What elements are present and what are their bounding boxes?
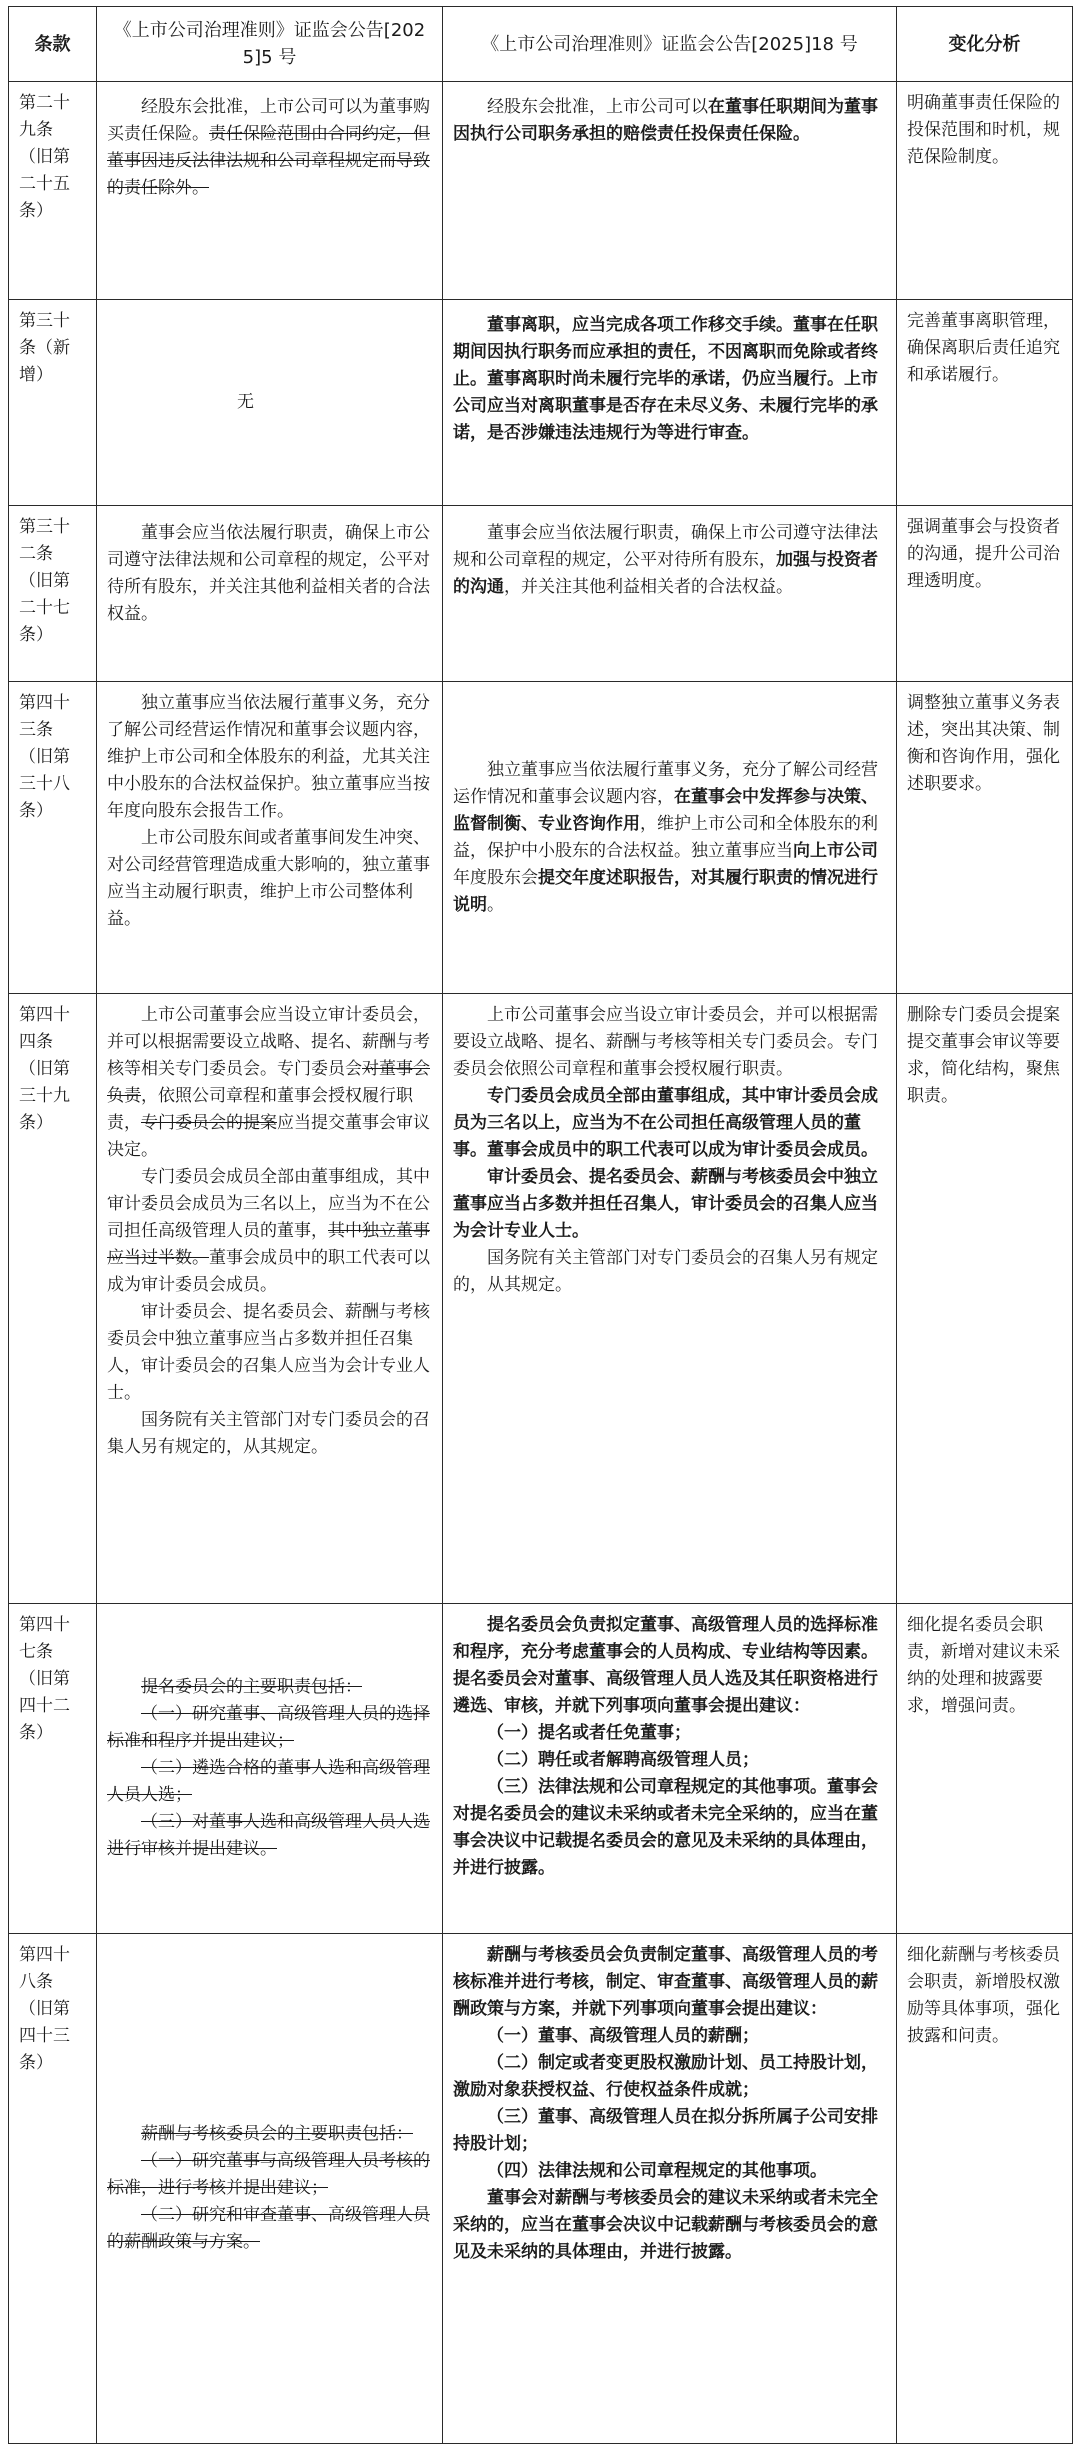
new-text: 经股东会批准，上市公司可以	[487, 97, 708, 117]
old-text: 专门委员会成员全部由董事组成，其中审计委员会成员为三名以上，应当为不在公司担任高级管理人员的董事，	[107, 1167, 430, 1241]
table-row	[9, 1934, 1073, 2444]
new-text: 国务院有关主管部门对专门委员会的召集人另有规定的，从其规定。	[453, 1248, 878, 1295]
new-text: 独立董事应当依法履行董事义务，充分了解公司经营运作情况和董事会议题内容，	[453, 759, 878, 807]
comparison-table	[8, 6, 1073, 2444]
header-old-rule: 《上市公司治理准则》证监会公告[2025]5 号	[97, 7, 443, 82]
added-text: （三）董事、高级管理人员在拟分拆所属子公司安排持股计划；	[453, 2107, 878, 2154]
header-analysis: 变化分析	[897, 7, 1073, 82]
old-text: 董事会成员中的职工代表可以成为审计委员会成员。	[107, 1248, 430, 1295]
analysis-cell: 细化薪酬与考核委员会职责，新增股权激励等具体事项，强化披露和问责。	[897, 1934, 1073, 2444]
new-text: 上市公司董事会应当设立审计委员会，并可以根据需要设立战略、提名、薪酬与考核等相关专门委员会。专门委员会依照公司章程和董事会授权履行职责。	[453, 1005, 878, 1079]
clause-cell: 第四十三条（旧第三十八条）	[9, 682, 97, 994]
old-text: 上市公司股东间或者董事间发生冲突、对公司经营管理造成重大影响的，独立董事应当主动履行职责，维护上市公司整体利益。	[107, 828, 430, 929]
added-text: （二）聘任或者解聘高级管理人员；	[487, 1750, 759, 1770]
table-row	[9, 682, 1073, 994]
old-text-cell	[97, 682, 443, 994]
old-text-cell	[97, 994, 443, 1604]
added-text: 加强与投资者的沟通	[453, 550, 878, 597]
analysis-cell: 完善董事离职管理，确保离职后责任追究和承诺履行。	[897, 300, 1073, 506]
added-text: 审计委员会、提名委员会、薪酬与考核委员会中独立董事应当占多数并担任召集人，审计委员会的召集人应当为会计专业人士。	[453, 1167, 878, 1241]
old-text: 经股东会批准，上市公司可以为董事购买责任保险。	[107, 97, 430, 144]
old-text: 审计委员会、提名委员会、薪酬与考核委员会中独立董事应当占多数并担任召集人，审计委员会的召集人应当为会计专业人士。	[107, 1302, 430, 1403]
old-text: ，依照公司章程和董事会授权履行职责，	[107, 1086, 413, 1133]
new-text-cell	[443, 506, 897, 682]
old-text: 独立董事应当依法履行董事义务，充分了解公司经营运作情况和董事会议题内容，维护上市公司和全体股东的利益，尤其关注中小股东的合法权益保护。独立董事应当按年度向股东会报告工作。	[107, 693, 430, 821]
new-text: ，维护上市公司和全体股东的利益，保护中小股东的合法权益。独立董事应当	[453, 813, 878, 861]
analysis-cell: 明确董事责任保险的投保范围和时机，规范保险制度。	[897, 82, 1073, 300]
new-text-cell	[443, 1604, 897, 1934]
new-text-cell	[443, 682, 897, 994]
added-text: 董事离职，应当完成各项工作移交手续。董事在任职期间因执行职务而应承担的责任，不因离职而免除或者终止。董事离职时尚未履行完毕的承诺，仍应当履行。上市公司应当对离职董事是否存在未尽义务、未履行完毕的承诺，是否涉嫌违法违规行为等进行审查。	[453, 315, 878, 443]
deleted-text: 薪酬与考核委员会的主要职责包括：	[141, 2124, 413, 2144]
deleted-text: （二）遴选合格的董事人选和高级管理人员人选；	[107, 1758, 430, 1805]
added-text: 专门委员会成员全部由董事组成，其中审计委员会成员为三名以上，应当为不在公司担任高级管理人员的董事。董事会成员中的职工代表可以成为审计委员会成员。	[453, 1086, 878, 1160]
old-text: 上市公司董事会应当设立审计委员会，并可以根据需要设立战略、提名、薪酬与考核等相关专门委员会。	[107, 1005, 430, 1079]
clause-cell: 第三十二条（旧第二十七条）	[9, 506, 97, 682]
old-text-cell	[97, 506, 443, 682]
deleted-text: （一）研究董事、高级管理人员的选择标准和程序并提出建议；	[107, 1704, 430, 1751]
new-text: ，并关注其他利益相关者的合法权益。	[504, 577, 793, 597]
added-text: 提名委员会负责拟定董事、高级管理人员的选择标准和程序，充分考虑董事会的人员构成、专业结构等因素。提名委员会对董事、高级管理人员人选及其任职资格进行遴选、审核，并就下列事项向董事会提出建议：	[453, 1615, 878, 1716]
new-text: 董事会应当依法履行职责，确保上市公司遵守法律法规和公司章程的规定，公平对待所有股东，	[453, 523, 878, 570]
deleted-text: 对董事会负责	[107, 1059, 430, 1106]
deleted-text: （一）研究董事与高级管理人员考核的标准，进行考核并提出建议；	[107, 2151, 430, 2198]
old-text: 应当提交董事会审议决定。	[107, 1113, 430, 1160]
added-text: （一）提名或者任免董事；	[487, 1723, 691, 1743]
new-text-cell	[443, 1934, 897, 2444]
table-row	[9, 300, 1073, 506]
analysis-cell: 强调董事会与投资者的沟通，提升公司治理透明度。	[897, 506, 1073, 682]
old-text: 无	[237, 392, 254, 412]
old-text-cell	[97, 1934, 443, 2444]
clause-cell: 第二十九条（旧第二十五条）	[9, 82, 97, 300]
analysis-cell: 细化提名委员会职责，新增对建议未采纳的处理和披露要求，增强问责。	[897, 1604, 1073, 1934]
deleted-text: （二）研究和审查董事、高级管理人员的薪酬政策与方案。	[107, 2205, 430, 2252]
added-text: 在董事任职期间为董事因执行公司职务承担的赔偿责任投保责任保险。	[453, 97, 878, 144]
header-clause: 条款	[9, 7, 97, 82]
added-text: 提交年度述职报告，对其履行职责的情况进行说明	[453, 867, 878, 915]
new-text: 年度股东会	[453, 867, 538, 888]
deleted-text: （三）对董事人选和高级管理人员人选进行审核并提出建议。	[107, 1812, 430, 1859]
clause-cell: 第四十八条（旧第四十三条）	[9, 1934, 97, 2444]
deleted-text: 提名委员会的主要职责包括：	[141, 1677, 362, 1697]
new-text-cell	[443, 300, 897, 506]
clause-cell: 第三十条（新增）	[9, 300, 97, 506]
added-text: 在董事会中发挥参与决策、监督制衡、专业咨询作用	[453, 786, 878, 834]
added-text: 薪酬与考核委员会负责制定董事、高级管理人员的考核标准并进行考核，制定、审查董事、高级管理人员的薪酬政策与方案，并就下列事项向董事会提出建议：	[453, 1945, 878, 2019]
deleted-text: 责任保险范围由合同约定，但董事因违反法律法规和公司章程规定而导致的责任除外。	[107, 124, 430, 198]
deleted-text: 专门委员会的提案	[141, 1113, 277, 1133]
analysis-cell: 删除专门委员会提案提交董事会审议等要求，简化结构，聚焦职责。	[897, 994, 1073, 1604]
table-row	[9, 82, 1073, 300]
table-row	[9, 994, 1073, 1604]
header-new-rule: 《上市公司治理准则》证监会公告[2025]18 号	[443, 7, 897, 82]
header-row	[9, 7, 1073, 82]
new-text: 。	[487, 894, 504, 915]
old-text: 国务院有关主管部门对专门委员会的召集人另有规定的，从其规定。	[107, 1410, 430, 1457]
table-row	[9, 506, 1073, 682]
old-text: 专门委员会	[277, 1059, 362, 1079]
clause-cell: 第四十四条（旧第三十九条）	[9, 994, 97, 1604]
new-text-cell	[443, 994, 897, 1604]
added-text: （三）法律法规和公司章程规定的其他事项。董事会对提名委员会的建议未采纳或者未完全采纳的，应当在董事会决议中记载提名委员会的意见及未采纳的具体理由，并进行披露。	[453, 1777, 878, 1878]
table-row	[9, 1604, 1073, 1934]
clause-cell: 第四十七条（旧第四十二条）	[9, 1604, 97, 1934]
added-text: （一）董事、高级管理人员的薪酬；	[487, 2026, 759, 2046]
added-text: 向上市公司	[793, 840, 878, 861]
old-text-cell	[97, 1604, 443, 1934]
analysis-cell: 调整独立董事义务表述，突出其决策、制衡和咨询作用，强化述职要求。	[897, 682, 1073, 994]
added-text: （二）制定或者变更股权激励计划、员工持股计划，激励对象获授权益、行使权益条件成就；	[453, 2053, 878, 2100]
old-text-cell	[97, 300, 443, 506]
new-text-cell	[443, 82, 897, 300]
deleted-text: 其中独立董事应当过半数。	[107, 1221, 430, 1268]
added-text: 董事会对薪酬与考核委员会的建议未采纳或者未完全采纳的，应当在董事会决议中记载薪酬与考核委员会的意见及未采纳的具体理由，并进行披露。	[453, 2188, 878, 2262]
old-text-cell	[97, 82, 443, 300]
added-text: （四）法律法规和公司章程规定的其他事项。	[487, 2161, 827, 2181]
old-text: 董事会应当依法履行职责，确保上市公司遵守法律法规和公司章程的规定，公平对待所有股东，并关注其他利益相关者的合法权益。	[107, 523, 430, 624]
